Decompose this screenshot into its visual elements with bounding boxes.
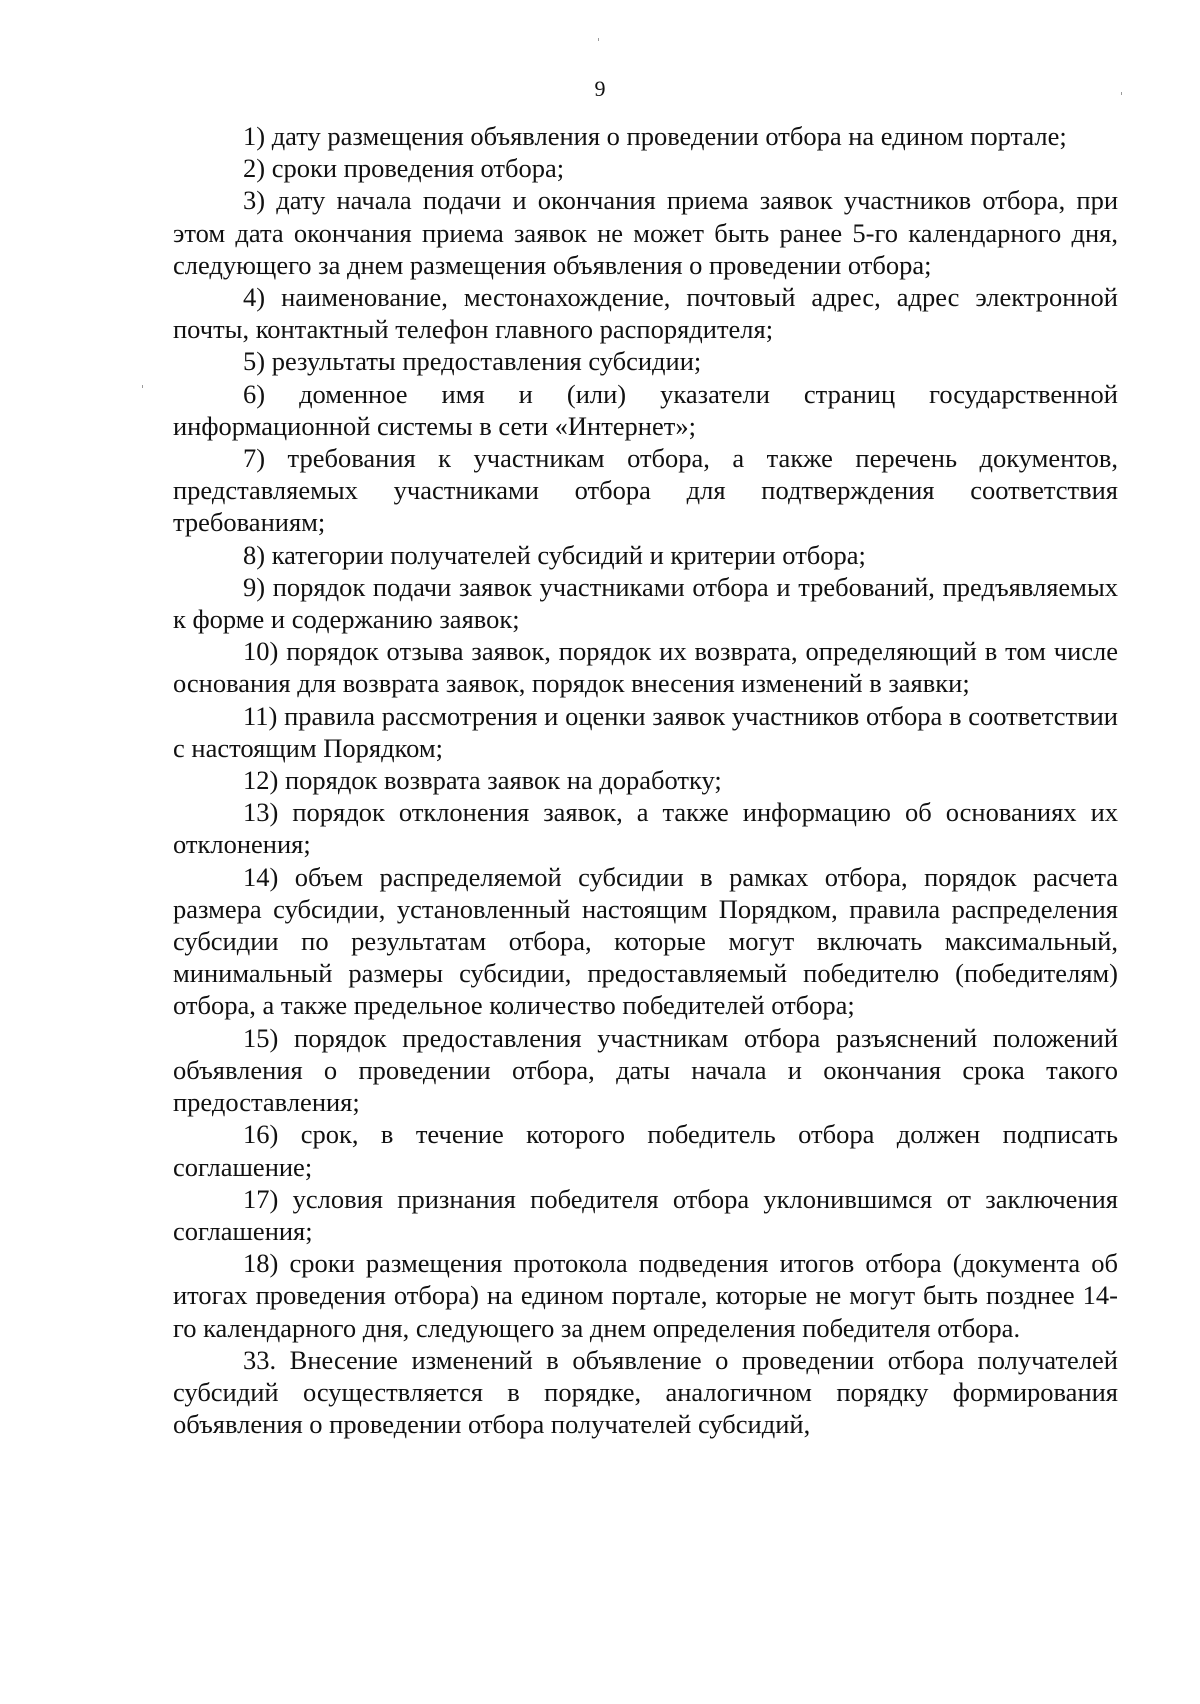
list-item-9: 9) порядок подачи заявок участниками отбора и требований, предъявляемых к форме и содержанию заявок; [173, 571, 1118, 635]
page-number: 9 [594, 76, 606, 101]
scan-mark-right [1121, 92, 1122, 95]
list-item-3: 3) дату начала подачи и окончания приема заявок участников отбора, при этом дата окончания приема заявок не может быть ранее 5-го календарного дня, следующего за днем размещения объявления о проведении отбора; [173, 185, 1118, 280]
list-item-6: 6) доменное имя и (или) указатели страниц государственной информационной системы в сети «Интернет»; [173, 378, 1118, 441]
list-item-7: 7) требования к участникам отбора, а также перечень документов, представляемых участниками отбора для подтверждения соответствия требованиям; [173, 443, 1118, 538]
list-item-1: 1) дату размещения объявления о проведении отбора на едином порталe; [243, 121, 1067, 151]
scan-mark-left [142, 385, 143, 388]
list-item-8: 8) категории получателей субсидий и критерии отбора; [243, 539, 866, 570]
list-item-12: 12) порядок возврата заявок на доработку; [243, 765, 722, 796]
list-item-2: 2) сроки проведения отбора; [243, 153, 565, 184]
list-item-10: 10) порядок отзыва заявок, порядок их возврата, определяющий в том числе основания для возврата заявок, порядок внесения изменений в заявки; [173, 636, 1118, 699]
list-item-15: 15) порядок предоставления участникам отбора разъяснений положений объявления о проведении отбора, даты начала и окончания срока такого предоставления; [173, 1022, 1118, 1118]
section-33-paragraph: 33. Внесение изменений в объявление о проведении отбора получателей субсидий осуществляется в порядке, аналогичном порядку формирования объявления о проведении отбора получателей субсидий, [173, 1344, 1118, 1440]
list-item-17: 17) условия признания победителя отбора уклонившимся от заключения соглашения; [173, 1183, 1118, 1246]
list-item-13: 13) порядок отклонения заявок, а также информацию об основаниях их отклонения; [173, 797, 1118, 860]
scan-mark-top [598, 38, 599, 41]
list-item-11: 11) правила рассмотрения и оценки заявок участников отбора в соответствии с настоящим Порядком; [173, 700, 1118, 763]
list-item-16: 16) срок, в течение которого победитель отбора должен подписать соглашение; [173, 1119, 1118, 1182]
list-item-14: 14) объем распределяемой субсидии в рамках отбора, порядок расчета размера субсидии, установленный настоящим Порядком, правила распределения субсидии по результатам отбора, которые могут включать максимальный, минимальный размеры субсидии, предоставляемый победителю (победителям) отбора, а также предельное количество победителей отбора; [173, 861, 1118, 1021]
document-body [173, 120, 1118, 1440]
list-item-4: 4) наименование, местонахождение, почтовый адрес, адрес электронной почты, контактный телефон главного распорядителя; [173, 282, 1118, 345]
list-item-5: 5) результаты предоставления субсидии; [243, 346, 702, 377]
list-item-18: 18) сроки размещения протокола подведения итогов отбора (документа об итогах проведения отбора) на едином портале, которые не могут быть позднее 14-го календарного дня, следующего за днем определения победителя отбора. [173, 1248, 1118, 1343]
